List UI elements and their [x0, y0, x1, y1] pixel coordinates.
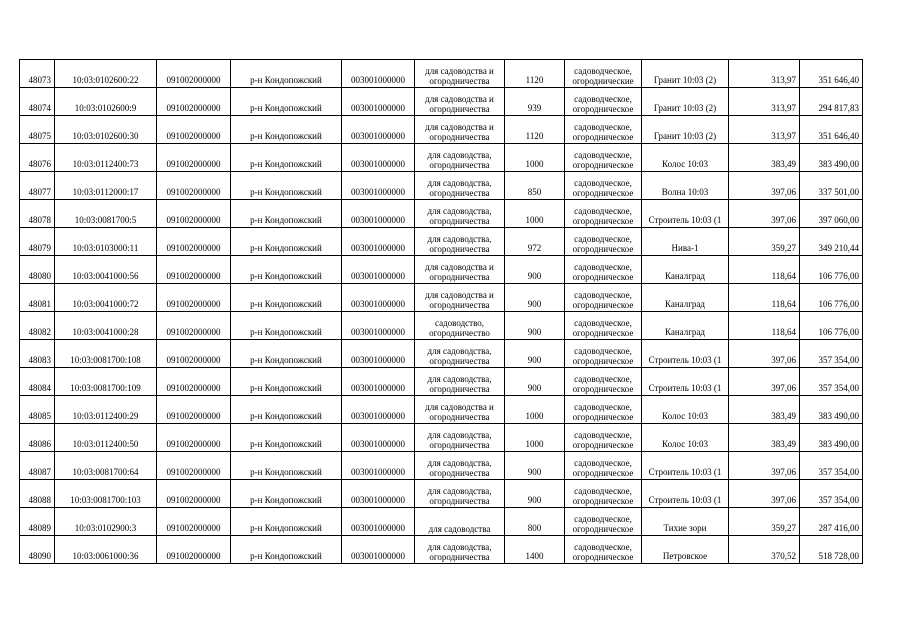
permitted-use-line: для садоводства и	[425, 66, 494, 76]
permitted-use-cell	[415, 172, 505, 200]
cadastral-value-cell: 357 354,00	[800, 368, 863, 396]
oktmo-code-cell: 003001000000	[342, 116, 415, 144]
rate-cell: 397,06	[729, 452, 800, 480]
okato-code-cell: 091002000000	[157, 116, 231, 144]
permitted-use-cell	[415, 116, 505, 144]
area-cell: 900	[505, 480, 565, 508]
category-line: садоводческое,	[574, 206, 632, 216]
permitted-use-cell	[415, 256, 505, 284]
permitted-use-line: огородничества	[429, 272, 490, 282]
area-cell: 1000	[505, 396, 565, 424]
cadastral-value-cell: 351 646,40	[800, 116, 863, 144]
table-row	[20, 172, 863, 200]
permitted-use-line: для садоводства и	[425, 94, 494, 104]
permitted-use-line: огородничества	[429, 244, 490, 254]
category-line: огородническое	[572, 328, 634, 338]
table-row	[20, 200, 863, 228]
category-line: огородническое	[572, 188, 634, 198]
okato-code-cell: 091002000000	[157, 312, 231, 340]
category-cell	[565, 228, 642, 256]
permitted-use-line: для садоводства,	[427, 346, 492, 356]
permitted-use-line: для садоводства,	[427, 178, 492, 188]
rate-cell: 383,49	[729, 144, 800, 172]
table-row	[20, 368, 863, 396]
area-cell: 900	[505, 256, 565, 284]
category-line: садоводческое,	[574, 94, 632, 104]
cadastral-value-cell: 383 490,00	[800, 396, 863, 424]
category-line: садоводческое,	[574, 290, 632, 300]
cadastral-number-cell: 10:03:0102600:30	[55, 116, 157, 144]
category-line: садоводческое,	[574, 514, 632, 524]
table-row	[20, 536, 863, 564]
cadastral-value-cell: 357 354,00	[800, 452, 863, 480]
table-row	[20, 424, 863, 452]
category-cell	[565, 88, 642, 116]
cadastral-value-cell: 383 490,00	[800, 144, 863, 172]
oktmo-code-cell: 003001000000	[342, 368, 415, 396]
cadastral-value-cell: 351 646,40	[800, 60, 863, 88]
table-row	[20, 256, 863, 284]
table-row	[20, 340, 863, 368]
permitted-use-line: для садоводства и	[425, 290, 494, 300]
district-cell: р-н Кондопожский	[231, 228, 342, 256]
category-cell	[565, 340, 642, 368]
category-cell	[565, 368, 642, 396]
area-cell: 972	[505, 228, 565, 256]
district-cell: р-н Кондопожский	[231, 144, 342, 172]
permitted-use-line: для садоводства,	[427, 542, 492, 552]
permitted-use-line: для садоводства,	[427, 234, 492, 244]
table-row	[20, 396, 863, 424]
cadastral-value-cell: 383 490,00	[800, 424, 863, 452]
rate-cell: 118,64	[729, 284, 800, 312]
table-row	[20, 452, 863, 480]
district-cell: р-н Кондопожский	[231, 312, 342, 340]
partnership-cell: Петровское	[642, 536, 729, 564]
district-cell: р-н Кондопожский	[231, 452, 342, 480]
oktmo-code-cell: 003001000000	[342, 88, 415, 116]
record-number-cell: 48079	[20, 228, 55, 256]
cadastral-number-cell: 10:03:0081700:64	[55, 452, 157, 480]
district-cell: р-н Кондопожский	[231, 368, 342, 396]
category-line: огородническое	[572, 356, 634, 366]
area-cell: 850	[505, 172, 565, 200]
okato-code-cell: 091002000000	[157, 256, 231, 284]
record-number-cell: 48075	[20, 116, 55, 144]
rate-cell: 397,06	[729, 340, 800, 368]
partnership-cell: Волна 10:03	[642, 172, 729, 200]
partnership-cell: Гранит 10:03 (2)	[642, 116, 729, 144]
partnership-cell: Колос 10:03	[642, 396, 729, 424]
permitted-use-line: огородничества	[429, 384, 490, 394]
area-cell: 1000	[505, 200, 565, 228]
okato-code-cell: 091002000000	[157, 396, 231, 424]
permitted-use-cell	[415, 424, 505, 452]
permitted-use-line: для садоводства и	[425, 262, 494, 272]
record-number-cell: 48077	[20, 172, 55, 200]
cadastral-number-cell: 10:03:0081700:5	[55, 200, 157, 228]
district-cell: р-н Кондопожский	[231, 396, 342, 424]
okato-code-cell: 091002000000	[157, 60, 231, 88]
category-cell	[565, 452, 642, 480]
table-row	[20, 284, 863, 312]
category-cell	[565, 480, 642, 508]
cadastral-number-cell: 10:03:0102600:22	[55, 60, 157, 88]
category-line: садоводческое,	[574, 430, 632, 440]
category-cell	[565, 396, 642, 424]
permitted-use-line: огородничества	[429, 160, 490, 170]
permitted-use-line: огородничества	[429, 496, 490, 506]
district-cell: р-н Кондопожский	[231, 480, 342, 508]
table-row	[20, 508, 863, 536]
okato-code-cell: 091002000000	[157, 340, 231, 368]
district-cell: р-н Кондопожский	[231, 536, 342, 564]
permitted-use-cell	[415, 340, 505, 368]
record-number-cell: 48086	[20, 424, 55, 452]
table-row	[20, 88, 863, 116]
cadastral-number-cell: 10:03:0041000:56	[55, 256, 157, 284]
category-cell	[565, 536, 642, 564]
cadastral-value-cell: 106 776,00	[800, 312, 863, 340]
permitted-use-line: для садоводства,	[427, 206, 492, 216]
rate-cell: 118,64	[729, 256, 800, 284]
rate-cell: 397,06	[729, 200, 800, 228]
cadastral-value-cell: 106 776,00	[800, 284, 863, 312]
category-line: садоводческое,	[574, 262, 632, 272]
partnership-cell: Строитель 10:03 (1	[642, 368, 729, 396]
category-line: огородническое	[572, 104, 634, 114]
district-cell: р-н Кондопожский	[231, 200, 342, 228]
cadastral-number-cell: 10:03:0112000:17	[55, 172, 157, 200]
permitted-use-cell	[415, 368, 505, 396]
category-line: садоводческое,	[574, 458, 632, 468]
partnership-cell: Колос 10:03	[642, 424, 729, 452]
rate-cell: 313,97	[729, 116, 800, 144]
permitted-use-line: для садоводства,	[427, 150, 492, 160]
okato-code-cell: 091002000000	[157, 228, 231, 256]
cadastral-number-cell: 10:03:0103000:11	[55, 228, 157, 256]
record-number-cell: 48087	[20, 452, 55, 480]
category-line: огородническое	[572, 160, 634, 170]
oktmo-code-cell: 003001000000	[342, 396, 415, 424]
area-cell: 1000	[505, 144, 565, 172]
record-number-cell: 48076	[20, 144, 55, 172]
record-number-cell: 48090	[20, 536, 55, 564]
category-cell	[565, 508, 642, 536]
table-row	[20, 228, 863, 256]
category-line: огородническое	[572, 440, 634, 450]
table-row	[20, 144, 863, 172]
district-cell: р-н Кондопожский	[231, 256, 342, 284]
area-cell: 900	[505, 284, 565, 312]
permitted-use-line: для садоводства и	[425, 402, 494, 412]
permitted-use-cell	[415, 284, 505, 312]
rate-cell: 383,49	[729, 396, 800, 424]
category-line: садоводческое,	[574, 318, 632, 328]
category-line: садоводческое,	[574, 486, 632, 496]
oktmo-code-cell: 003001000000	[342, 172, 415, 200]
cadastral-number-cell: 10:03:0041000:28	[55, 312, 157, 340]
permitted-use-cell	[415, 508, 505, 536]
category-cell	[565, 312, 642, 340]
district-cell: р-н Кондопожский	[231, 60, 342, 88]
cadastral-number-cell: 10:03:0081700:108	[55, 340, 157, 368]
cadastral-number-cell: 10:03:0112400:73	[55, 144, 157, 172]
table-body	[20, 60, 863, 564]
oktmo-code-cell: 003001000000	[342, 200, 415, 228]
partnership-cell: Гранит 10:03 (2)	[642, 88, 729, 116]
category-cell	[565, 60, 642, 88]
rate-cell: 118,64	[729, 312, 800, 340]
permitted-use-line: для садоводства,	[427, 458, 492, 468]
rate-cell: 383,49	[729, 424, 800, 452]
permitted-use-cell	[415, 88, 505, 116]
category-line: огородническое	[572, 272, 634, 282]
category-line: садоводческое,	[574, 234, 632, 244]
record-number-cell: 48078	[20, 200, 55, 228]
district-cell: р-н Кондопожский	[231, 284, 342, 312]
category-line: садоводческое,	[574, 66, 632, 76]
permitted-use-line: для садоводства,	[427, 374, 492, 384]
permitted-use-line: огородничества	[429, 440, 490, 450]
okato-code-cell: 091002000000	[157, 424, 231, 452]
district-cell: р-н Кондопожский	[231, 172, 342, 200]
permitted-use-cell	[415, 228, 505, 256]
rate-cell: 313,97	[729, 60, 800, 88]
okato-code-cell: 091002000000	[157, 368, 231, 396]
category-line: садоводческое,	[574, 374, 632, 384]
cadastral-number-cell: 10:03:0102600:9	[55, 88, 157, 116]
area-cell: 900	[505, 340, 565, 368]
partnership-cell: Нива-1	[642, 228, 729, 256]
permitted-use-cell	[415, 144, 505, 172]
table-row	[20, 60, 863, 88]
rate-cell: 359,27	[729, 228, 800, 256]
area-cell: 1120	[505, 60, 565, 88]
permitted-use-cell	[415, 396, 505, 424]
partnership-cell: Каналград	[642, 284, 729, 312]
oktmo-code-cell: 003001000000	[342, 480, 415, 508]
category-line: огородническое	[572, 524, 634, 534]
permitted-use-line: огородничества	[429, 468, 490, 478]
cadastral-value-cell: 294 817,83	[800, 88, 863, 116]
category-cell	[565, 424, 642, 452]
rate-cell: 397,06	[729, 368, 800, 396]
permitted-use-line: огородничества	[429, 104, 490, 114]
permitted-use-line: огородничество	[429, 328, 490, 338]
category-cell	[565, 200, 642, 228]
partnership-cell: Гранит 10:03 (2)	[642, 60, 729, 88]
record-number-cell: 48073	[20, 60, 55, 88]
area-cell: 900	[505, 452, 565, 480]
category-cell	[565, 116, 642, 144]
permitted-use-line: огородничества	[429, 216, 490, 226]
record-number-cell: 48089	[20, 508, 55, 536]
category-line: садоводческое,	[574, 178, 632, 188]
cadastral-number-cell: 10:03:0081700:109	[55, 368, 157, 396]
partnership-cell: Строитель 10:03 (1	[642, 200, 729, 228]
record-number-cell: 48082	[20, 312, 55, 340]
category-line: огороднические	[572, 76, 634, 86]
okato-code-cell: 091002000000	[157, 452, 231, 480]
okato-code-cell: 091002000000	[157, 508, 231, 536]
permitted-use-line: огородничества	[429, 132, 490, 142]
category-line: огородническое	[572, 216, 634, 226]
oktmo-code-cell: 003001000000	[342, 284, 415, 312]
area-cell: 1000	[505, 424, 565, 452]
cadastral-number-cell: 10:03:0112400:50	[55, 424, 157, 452]
partnership-cell: Строитель 10:03 (1	[642, 480, 729, 508]
partnership-cell: Строитель 10:03 (1	[642, 452, 729, 480]
rate-cell: 313,97	[729, 88, 800, 116]
category-line: огородническое	[572, 132, 634, 142]
cadastral-value-cell: 357 354,00	[800, 480, 863, 508]
area-cell: 1120	[505, 116, 565, 144]
area-cell: 800	[505, 508, 565, 536]
okato-code-cell: 091002000000	[157, 284, 231, 312]
land-registry-table	[19, 59, 863, 564]
cadastral-value-cell: 349 210,44	[800, 228, 863, 256]
permitted-use-cell	[415, 200, 505, 228]
category-line: садоводческое,	[574, 402, 632, 412]
permitted-use-cell	[415, 312, 505, 340]
permitted-use-cell	[415, 480, 505, 508]
oktmo-code-cell: 003001000000	[342, 452, 415, 480]
table-row	[20, 116, 863, 144]
record-number-cell: 48085	[20, 396, 55, 424]
record-number-cell: 48080	[20, 256, 55, 284]
category-line: садоводческое,	[574, 150, 632, 160]
partnership-cell: Колос 10:03	[642, 144, 729, 172]
partnership-cell: Строитель 10:03 (1	[642, 340, 729, 368]
district-cell: р-н Кондопожский	[231, 116, 342, 144]
cadastral-value-cell: 357 354,00	[800, 340, 863, 368]
okato-code-cell: 091002000000	[157, 144, 231, 172]
oktmo-code-cell: 003001000000	[342, 508, 415, 536]
category-line: огородническое	[572, 496, 634, 506]
cadastral-value-cell: 106 776,00	[800, 256, 863, 284]
okato-code-cell: 091002000000	[157, 536, 231, 564]
table-row	[20, 480, 863, 508]
record-number-cell: 48088	[20, 480, 55, 508]
permitted-use-line: огородничества	[429, 552, 490, 562]
cadastral-number-cell: 10:03:0102900:3	[55, 508, 157, 536]
oktmo-code-cell: 003001000000	[342, 228, 415, 256]
district-cell: р-н Кондопожский	[231, 508, 342, 536]
category-line: садоводческое,	[574, 122, 632, 132]
oktmo-code-cell: 003001000000	[342, 536, 415, 564]
cadastral-value-cell: 287 416,00	[800, 508, 863, 536]
category-line: огородническое	[572, 412, 634, 422]
permitted-use-line: огородничества	[429, 300, 490, 310]
rate-cell: 359,27	[729, 508, 800, 536]
rate-cell: 397,06	[729, 172, 800, 200]
permitted-use-line: для садоводства и	[425, 122, 494, 132]
record-number-cell: 48081	[20, 284, 55, 312]
okato-code-cell: 091002000000	[157, 172, 231, 200]
record-number-cell: 48083	[20, 340, 55, 368]
oktmo-code-cell: 003001000000	[342, 312, 415, 340]
partnership-cell: Тихие зори	[642, 508, 729, 536]
permitted-use-cell	[415, 536, 505, 564]
oktmo-code-cell: 003001000000	[342, 256, 415, 284]
area-cell: 900	[505, 368, 565, 396]
cadastral-value-cell: 337 501,00	[800, 172, 863, 200]
category-cell	[565, 144, 642, 172]
category-line: огородническое	[572, 468, 634, 478]
category-cell	[565, 256, 642, 284]
category-line: огородническое	[572, 244, 634, 254]
cadastral-number-cell: 10:03:0061000:36	[55, 536, 157, 564]
okato-code-cell: 091002000000	[157, 480, 231, 508]
permitted-use-line: огородничества	[429, 76, 490, 86]
permitted-use-line: огородничества	[429, 188, 490, 198]
cadastral-value-cell: 397 060,00	[800, 200, 863, 228]
oktmo-code-cell: 003001000000	[342, 424, 415, 452]
area-cell: 939	[505, 88, 565, 116]
permitted-use-line: для садоводства	[428, 524, 491, 534]
rate-cell: 370,52	[729, 536, 800, 564]
cadastral-number-cell: 10:03:0112400:29	[55, 396, 157, 424]
okato-code-cell: 091002000000	[157, 200, 231, 228]
category-line: садоводческое,	[574, 346, 632, 356]
category-cell	[565, 172, 642, 200]
permitted-use-cell	[415, 452, 505, 480]
district-cell: р-н Кондопожский	[231, 424, 342, 452]
record-number-cell: 48074	[20, 88, 55, 116]
oktmo-code-cell: 003001000000	[342, 340, 415, 368]
permitted-use-line: садоводство,	[434, 318, 485, 328]
category-line: огородническое	[572, 384, 634, 394]
permitted-use-line: для садоводства,	[427, 486, 492, 496]
district-cell: р-н Кондопожский	[231, 340, 342, 368]
okato-code-cell: 091002000000	[157, 88, 231, 116]
oktmo-code-cell: 003001000000	[342, 60, 415, 88]
cadastral-value-cell: 518 728,00	[800, 536, 863, 564]
district-cell: р-н Кондопожский	[231, 88, 342, 116]
permitted-use-cell	[415, 60, 505, 88]
rate-cell: 397,06	[729, 480, 800, 508]
permitted-use-line: для садоводства,	[427, 430, 492, 440]
permitted-use-line: огородничества	[429, 356, 490, 366]
area-cell: 1400	[505, 536, 565, 564]
partnership-cell: Каналград	[642, 256, 729, 284]
category-line: садоводческое,	[574, 542, 632, 552]
cadastral-number-cell: 10:03:0081700:103	[55, 480, 157, 508]
area-cell: 900	[505, 312, 565, 340]
partnership-cell: Каналград	[642, 312, 729, 340]
category-line: огородническое	[572, 552, 634, 562]
cadastral-number-cell: 10:03:0041000:72	[55, 284, 157, 312]
category-line: огородническое	[572, 300, 634, 310]
permitted-use-line: огородничества	[429, 412, 490, 422]
oktmo-code-cell: 003001000000	[342, 144, 415, 172]
record-number-cell: 48084	[20, 368, 55, 396]
table-row	[20, 312, 863, 340]
category-cell	[565, 284, 642, 312]
